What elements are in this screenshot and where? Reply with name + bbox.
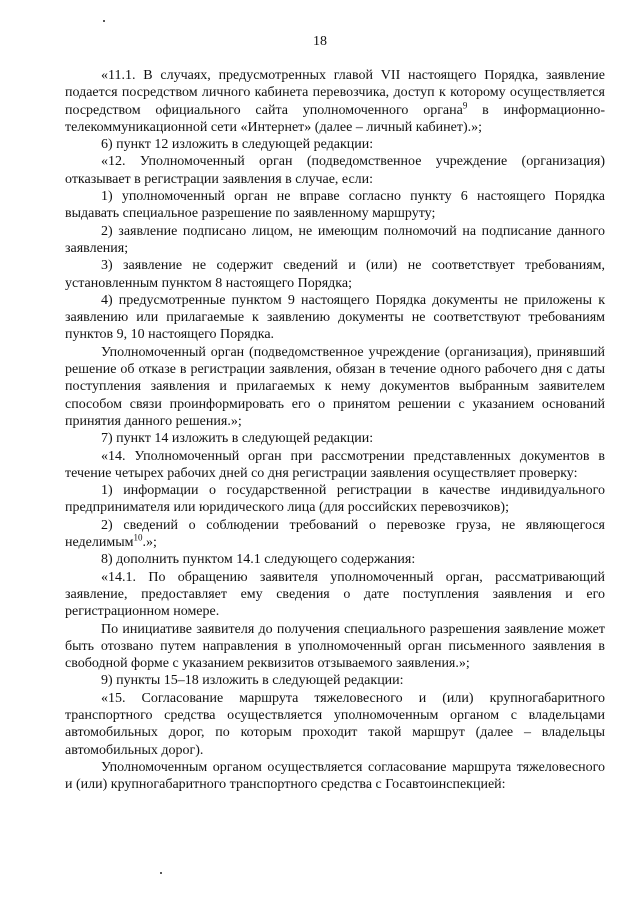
paragraph-15-traffic-police: Уполномоченным органом осуществляется согласование маршрута тяжеловесного и (или) крупногабаритного транспортного средства с Госавтоинспекцией: bbox=[65, 759, 605, 793]
paragraph-12-refusal-notice: Уполномоченный орган (подведомственное учреждение (организация), принявший решение об отказе в регистрации заявления, обязан в течение одного рабочего дня с даты поступления заявления и прилагаемых к нему документов выбранным заявителем способом связи проинформировать его о принятом решении с указанием оснований принятия данного решения.»; bbox=[65, 344, 605, 429]
paragraph-14-1-withdrawal: По инициативе заявителя до получения специального разрешения заявление может быть отозвано путем направления в уполномоченный орган письменного заявления в свободной форме с указанием реквизитов отзываемого заявления.»; bbox=[65, 621, 605, 672]
paragraph-amendment-8: 8) дополнить пунктом 14.1 следующего содержания: bbox=[101, 552, 416, 568]
page-number: 18 bbox=[313, 34, 327, 49]
paragraph-amendment-9: 9) пункты 15–18 изложить в следующей редакции: bbox=[101, 673, 404, 689]
paragraph-11-1: «11.1. В случаях, предусмотренных главой VII настоящего Порядка, заявление подается посредством личного кабинета перевозчика, доступ к которому осуществляется посредством официального сайта уполномоченного органа$^9$ в информационно-телекоммуникационной сети «Интернет» (далее – личный кабинет).»; bbox=[65, 68, 605, 135]
paragraph-12: «12. Уполномоченный орган (подведомственное учреждение (организация) отказывает в регистрации заявления в случае, если: bbox=[65, 154, 605, 187]
paragraph-amendment-7: 7) пункт 14 изложить в следующей редакции: bbox=[101, 431, 374, 447]
document-body bbox=[65, 67, 605, 793]
paragraph-14: «14. Уполномоченный орган при рассмотрении представленных документов в течение четырех рабочих дней со дня регистрации заявления осуществляет проверку: bbox=[65, 448, 605, 481]
paragraph-15: «15. Согласование маршрута тяжеловесного и (или) крупногабаритного транспортного средства осуществляется уполномоченным органом с владельцами автомобильных дорог, по которым проходит такой маршрут (далее – владельцы автомобильных дорог). bbox=[65, 690, 605, 758]
paragraph-14-item-1: 1) информации о государственной регистрации в качестве индивидуального предпринимателя или юридического лица (для российских перевозчиков); bbox=[65, 483, 605, 516]
paragraph-12-item-3: 3) заявление не содержит сведений и (или) не соответствует требованиям, установленным пунктом 8 настоящего Порядка; bbox=[65, 258, 605, 291]
paragraph-12-item-4: 4) предусмотренные пунктом 9 настоящего Порядка документы не приложены к заявлению или прилагаемые к заявлению документы не соответствуют требованиям пунктов 9, 10 настоящего Порядка. bbox=[65, 292, 605, 343]
scan-speck bbox=[103, 20, 105, 22]
scan-speck bbox=[160, 872, 162, 874]
paragraph-amendment-6: 6) пункт 12 изложить в следующей редакции: bbox=[101, 137, 374, 153]
paragraph-12-item-2: 2) заявление подписано лицом, не имеющим полномочий на подписание данного заявления; bbox=[65, 223, 605, 256]
paragraph-12-item-1: 1) уполномоченный орган не вправе согласно пункту 6 настоящего Порядка выдавать специальное разрешение по заявленному маршруту; bbox=[65, 189, 605, 222]
paragraph-14-item-2: 2) сведений о соблюдении требований о перевозке груза, не являющегося неделимым$^{10}$.»; bbox=[65, 517, 605, 551]
paragraph-14-1: «14.1. По обращению заявителя уполномоченный орган, рассматривающий заявление, предоставляет ему сведения о дате поступления заявления и его регистрационном номере. bbox=[65, 569, 605, 620]
